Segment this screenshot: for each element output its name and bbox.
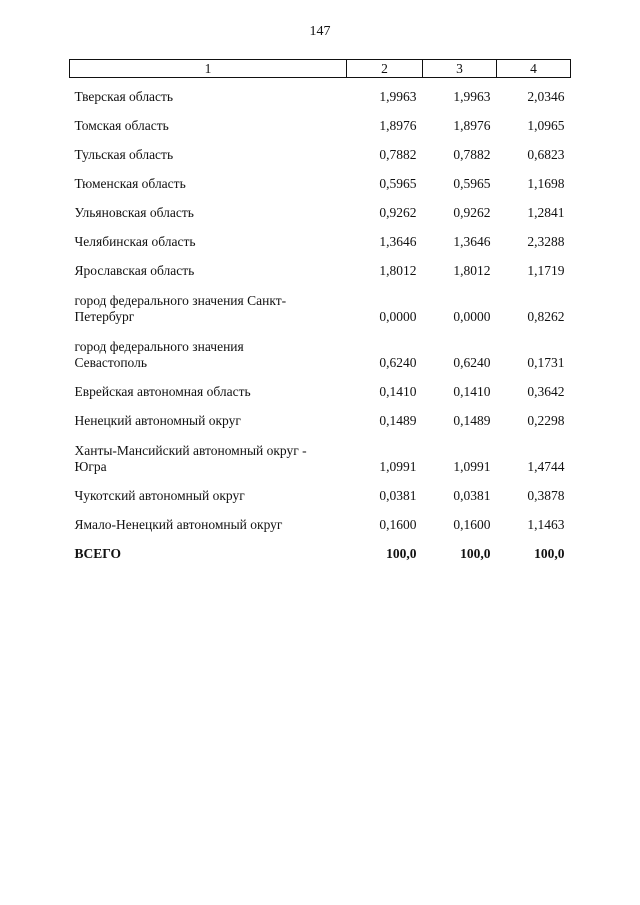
value-cell-col-3: 1,8012 [453, 263, 491, 278]
value-cell-col-2: 1,8976 [379, 118, 417, 133]
region-name-cell: Тверская область [74, 89, 174, 104]
table-row [70, 371, 571, 400]
table-row [70, 279, 571, 325]
value-cell-col-3: 1,3646 [453, 234, 491, 249]
region-name-cell: Ярославская область [74, 263, 195, 278]
table-body [70, 78, 571, 563]
table-row [70, 325, 571, 371]
value-cell-col-3: 0,0381 [453, 488, 491, 503]
table-row [70, 134, 571, 163]
page-number: 147 [309, 24, 331, 39]
value-cell-col-4: 1,2841 [527, 205, 565, 220]
table-row [70, 475, 571, 504]
table-row [70, 250, 571, 279]
value-cell-col-2: 1,9963 [379, 89, 417, 104]
value-cell-col-3: 0,1410 [453, 384, 491, 399]
value-cell-col-4: 0,3642 [527, 384, 565, 399]
value-cell-col-3: 0,5965 [453, 176, 491, 191]
value-cell-col-4: 0,3878 [527, 488, 565, 503]
value-cell-col-4: 1,4744 [527, 459, 565, 474]
value-cell-col-4: 0,6823 [527, 147, 565, 162]
total-value-cell-col-4: 100,0 [534, 546, 565, 561]
table-row [70, 221, 571, 250]
value-cell-col-4: 1,0965 [527, 118, 565, 133]
value-cell-col-4: 1,1698 [527, 176, 565, 191]
data-table [69, 59, 571, 562]
value-cell-col-4: 2,0346 [527, 89, 565, 104]
region-name-cell: Челябинская область [74, 234, 196, 249]
value-cell-col-2: 1,3646 [379, 234, 417, 249]
table-row [70, 429, 571, 475]
value-cell-col-3: 0,6240 [453, 355, 491, 370]
value-cell-col-2: 0,1410 [379, 384, 417, 399]
value-cell-col-3: 0,0000 [453, 309, 491, 324]
value-cell-col-3: 1,8976 [453, 118, 491, 133]
value-cell-col-3: 0,9262 [453, 205, 491, 220]
value-cell-col-4: 0,8262 [527, 309, 565, 324]
value-cell-col-2: 0,7882 [379, 147, 417, 162]
value-cell-col-4: 0,1731 [527, 355, 565, 370]
value-cell-col-2: 0,9262 [379, 205, 417, 220]
value-cell-col-2: 1,8012 [379, 263, 417, 278]
header-row [70, 60, 571, 78]
region-name-cell: Ульяновская область [74, 205, 194, 220]
value-cell-col-4: 0,2298 [527, 413, 565, 428]
value-cell-col-4: 2,3288 [527, 234, 565, 249]
region-name-cell: Ямало-Ненецкий автономный округ [74, 517, 283, 532]
value-cell-col-2: 0,1600 [379, 517, 417, 532]
table-row [70, 78, 571, 106]
value-cell-col-2: 0,5965 [379, 176, 417, 191]
value-cell-col-2: 1,0991 [379, 459, 417, 474]
total-value-cell-col-3: 100,0 [460, 546, 491, 561]
region-name-cell: Ханты-Мансийский автономный округ - Югра [74, 443, 307, 474]
value-cell-col-2: 0,0000 [379, 309, 417, 324]
value-cell-col-3: 1,9963 [453, 89, 491, 104]
value-cell-col-2: 0,6240 [379, 355, 417, 370]
header-col-4: 4 [497, 60, 571, 78]
region-name-cell: город федерального значения Севастополь [74, 339, 244, 370]
region-name-cell: город федерального значения Санкт- Петербург [74, 293, 287, 324]
table-row [70, 400, 571, 429]
value-cell-col-4: 1,1719 [527, 263, 565, 278]
region-name-cell: Чукотский автономный округ [74, 488, 245, 503]
table-row [70, 163, 571, 192]
value-cell-col-3: 0,1489 [453, 413, 491, 428]
region-name-cell: Томская область [74, 118, 169, 133]
total-row [70, 533, 571, 562]
table-row [70, 105, 571, 134]
region-name-cell: Тюменская область [74, 176, 186, 191]
table-row [70, 504, 571, 533]
region-name-cell: Еврейская автономная область [74, 384, 251, 399]
value-cell-col-2: 0,0381 [379, 488, 417, 503]
header-col-2: 2 [347, 60, 423, 78]
value-cell-col-3: 1,0991 [453, 459, 491, 474]
value-cell-col-4: 1,1463 [527, 517, 565, 532]
value-cell-col-3: 0,7882 [453, 147, 491, 162]
value-cell-col-3: 0,1600 [453, 517, 491, 532]
total-label-cell: ВСЕГО [74, 546, 122, 561]
region-name-cell: Тульская область [74, 147, 174, 162]
region-name-cell: Ненецкий автономный округ [74, 413, 241, 428]
header-col-3: 3 [423, 60, 497, 78]
table-row [70, 192, 571, 221]
header-col-1: 1 [70, 60, 347, 78]
value-cell-col-2: 0,1489 [379, 413, 417, 428]
total-value-cell-col-2: 100,0 [386, 546, 417, 561]
